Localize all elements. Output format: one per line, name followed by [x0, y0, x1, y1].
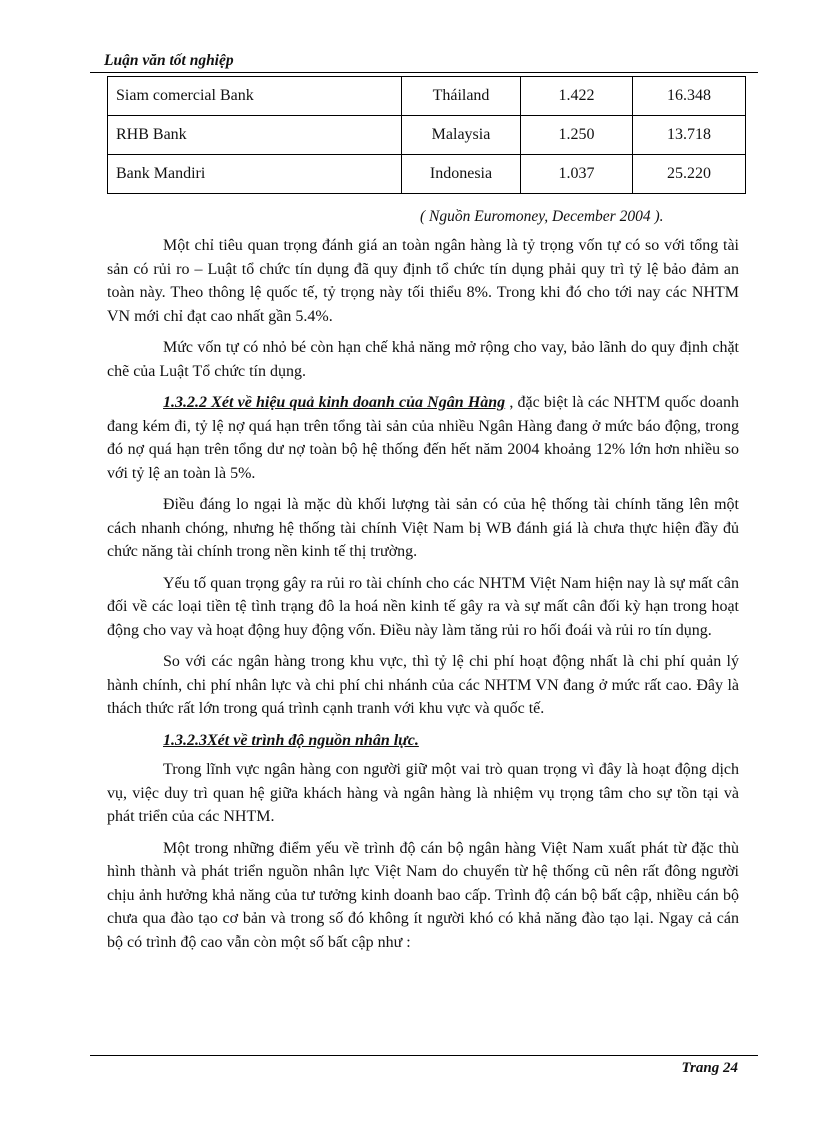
- section-paragraph-1-3-2-2: [107, 391, 739, 485]
- table-cell-value-1: 1.250: [521, 116, 633, 155]
- paragraph: Yếu tố quan trọng gây ra rủi ro tài chính cho các NHTM Việt Nam hiện nay là sự mất cân đối về các loại tiền tệ tình trạng đô la hoá nền kinh tế gây ra và sự mất cân đối kỳ hạn trong hoạt động cho vay và hoạt động huy động vốn. Điều này làm tăng rủi ro hối đoái và rủi ro tín dụng.: [107, 574, 739, 639]
- table-cell-bank-name: Bank Mandiri: [108, 155, 402, 194]
- page-number: Trang 24: [681, 1060, 738, 1076]
- table-cell-country: Tháiland: [402, 77, 521, 116]
- table-cell-bank-name: Siam comercial Bank: [108, 77, 402, 116]
- table-cell-value-2: 16.348: [633, 77, 746, 116]
- footer-divider: [90, 1055, 758, 1056]
- table-cell-country: Indonesia: [402, 155, 521, 194]
- table-row: [108, 155, 746, 194]
- bank-table: [107, 76, 746, 194]
- table-row: [108, 116, 746, 155]
- paragraph: Trong lĩnh vực ngân hàng con người giữ một vai trò quan trọng vì đây là hoạt động dịch vụ, việc duy trì quan hệ giữa khách hàng và ngân hàng là nhiệm vụ trọng tâm cho sự tồn tại và phát triển của các NHTM.: [107, 761, 739, 825]
- paragraph: Điều đáng lo ngại là mặc dù khối lượng tài sản có của hệ thống tài chính tăng lên một cách nhanh chóng, nhưng hệ thống tài chính Việt Nam bị WB đánh giá là chưa thực hiện đầy đủ chức năng tài chính trong nền kinh tế thị trường.: [107, 496, 739, 560]
- header-divider: [90, 72, 758, 73]
- paragraph: Mức vốn tự có nhỏ bé còn hạn chế khả năng mở rộng cho vay, bảo lãnh do quy định chặt chẽ của Luật Tổ chức tín dụng.: [107, 339, 739, 380]
- paragraph: So với các ngân hàng trong khu vực, thì tỷ lệ chi phí hoạt động nhất là chi phí quản lý hành chính, chi phí nhân lực và chi phí chi nhánh của các NHTM VN đang ở mức rất cao. Đây là thách thức rất lớn trong quá trình cạnh tranh với khu vực và quốc tế.: [107, 653, 739, 717]
- table-cell-country: Malaysia: [402, 116, 521, 155]
- table-cell-value-1: 1.422: [521, 77, 633, 116]
- body-text: [107, 234, 739, 962]
- section-paragraph-1-3-2-3: [107, 729, 739, 753]
- paragraph: Một trong những điểm yếu về trình độ cán bộ ngân hàng Việt Nam xuất phát từ đặc thù hình thành và phát triển nguồn nhân lực Việt Nam do chuyển từ hệ thống cũ nên rất đông người chịu ảnh hưởng khả năng của tư tưởng kinh doanh bao cấp. Trình độ cán bộ bất cập, nhiều cán bộ chưa qua đào tạo cơ bản và trong số đó không ít người khó có khả năng đào tạo lại. Ngay cả cán bộ có trình độ cao vẫn còn một số bất cập như :: [107, 839, 739, 951]
- table-row: [108, 77, 746, 116]
- paragraph: Một chỉ tiêu quan trọng đánh giá an toàn ngân hàng là tỷ trọng vốn tự có so với tổng tài sản có rủi ro – Luật tổ chức tín dụng đã quy định tổ chức tín dụng phải quy trì tỷ lệ bảo đảm an toàn này. Theo thông lệ quốc tế, tỷ trọng này tối thiểu 8%. Trong khi đó cho tới nay các NHTM VN mới chỉ đạt cao nhất gần 5.4%.: [107, 237, 739, 325]
- section-heading-1-3-2-3: 1.3.2.3Xét về trình độ nguồn nhân lực.: [163, 731, 419, 749]
- table-cell-value-2: 25.220: [633, 155, 746, 194]
- document-header-title: Luận văn tốt nghiệp: [104, 52, 234, 69]
- table-cell-value-2: 13.718: [633, 116, 746, 155]
- section-text-1-3-2-2: , đặc biệt là các NHTM quốc doanh đang kém đi, tỷ lệ nợ quá hạn trên tổng tài sản của nhiều Ngân Hàng đang ở mức báo động, trong đó nợ quá hạn trên tổng dư nợ toàn bộ hệ thống đến hết năm 2004 khoảng 12% lớn hơn nhiều so với tỷ lệ an toàn là 5%.: [107, 394, 740, 482]
- table-cell-bank-name: RHB Bank: [108, 116, 402, 155]
- table-source-note: ( Nguồn Euromoney, December 2004 ).: [420, 208, 664, 225]
- section-heading-1-3-2-2: 1.3.2.2 Xét về hiệu quả kinh doanh của Ngân Hàng: [163, 394, 506, 411]
- table-cell-value-1: 1.037: [521, 155, 633, 194]
